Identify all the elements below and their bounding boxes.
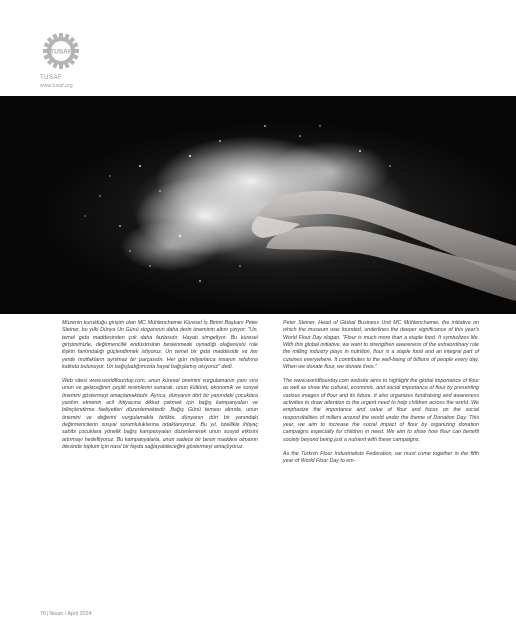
brand-name: TUSAF bbox=[40, 75, 63, 81]
page-footer bbox=[40, 611, 92, 617]
flour-hands-illustration bbox=[0, 96, 516, 314]
issue-date: Nisan / April 2024 bbox=[49, 611, 92, 617]
article-paragraph: Web sitesi www.worldflourday.com, unun küresel önemini vurgulamanın yanı sıra unun ve geleceğinin çeşitli resimlerini sunarak, unun kültürel, ekonomik ve sosyal önemini göstermeyi amaçlamaktadır. Ayrıca, dünyanın dört bir yanındaki çocuklara yardım etmenin acil ihtiyacına dikkat çekmek için bağış kampanyaları ve bilinçlendirme faaliyetleri düzenlemektedir. Bağış Günü teması altında, unun önemini ve değerini vurgulamakla birlikte, dünyanın dört bir yanındaki değirmencilerin sosyal sorumluluklarına odaklanıyoruz. Bu yıl, özellikle ihtiyaç sahibi çocuklara yönelik bağış kampanyaları düzenlenerek unun sosyal etkisini artırmayı hedefliyoruz. Bu kampanyalarla, unun sadece bir besin maddesi olmanın ötesinde toplum için nasıl bir fayda sağlayabileceğini göstermeyi amaçlıyoruz. bbox=[62, 377, 258, 450]
page-number: 76 bbox=[40, 611, 46, 617]
brand-url: www.tusaf.org bbox=[40, 83, 73, 89]
svg-text:TUSAF: TUSAF bbox=[50, 48, 72, 56]
brand-block bbox=[40, 74, 73, 90]
tusaf-logo bbox=[40, 30, 82, 72]
article-paragraph: Peter Steiner, Head of Global Business Unit MC Mühlenchemie, the initiative on which the museum was founded, underlines the deeper significance of this year's World Flour Day slogan. "Flour is much more than a staple food. It symbolizes life. With this global initiative, we want to strengthen awareness of the extraordinary role the milling industry plays in nutrition, flour is a staple food and an integral part of cuisines everywhere. It contributes to the well-being of billions of people every day. When we donate flour, we donate lives." bbox=[283, 320, 479, 371]
article-column-english bbox=[283, 320, 479, 472]
article-paragraph: Müzenin kurulduğu girişim olan MC Mühlenchemie Küresel İş Birimi Başkanı Peter Steiner, bu yılki Dünya Un Günü sloganının daha derin öneminin altını çiziyor: "Un, temel gıda maddesinden çok daha fazlasıdır. Hayatı simgeliyor. Bu küresel girişimimizle, değirmencilik endüstrisinin beslenmede oynadığı olağanüstü role ilişkin farkındalığı güçlendirmek istiyoruz. Un temel bir gıda maddesidir ve her yerde mutfakların ayrılmaz bir parçasıdır. Her gün milyarlarca insanın refahına katkıda bulunuyor. Un bağışladığımızda hayat bağışlamış oluyoruz" dedi. bbox=[62, 320, 258, 371]
footer-separator: | bbox=[47, 611, 49, 617]
gear-icon bbox=[40, 30, 82, 72]
article-paragraph: As the Turkish Flour Industrialists Federation, we must come together in the fifth year of World Flour Day to em- bbox=[283, 450, 479, 464]
article-column-turkish bbox=[62, 320, 258, 458]
article-paragraph: The www.worldflourday.com website aims to highlight the global importance of flour as well as show the cultural, economic, and social importance of flour by presenting various images of flour and its future. It also organizes fundraising and awareness activities to draw attention to the urgent need to help children across the world. We emphasize the importance and value of flour and focus on the social responsibilities of millers around the world under the theme of Donation Day. This year, we aim to increase the social impact of flour by organizing donation campaigns especially for children in need. We aim to show how flour can benefit society beyond being just a nutrient with these campaigns, bbox=[283, 377, 479, 443]
flour-hands-photo bbox=[0, 96, 516, 314]
